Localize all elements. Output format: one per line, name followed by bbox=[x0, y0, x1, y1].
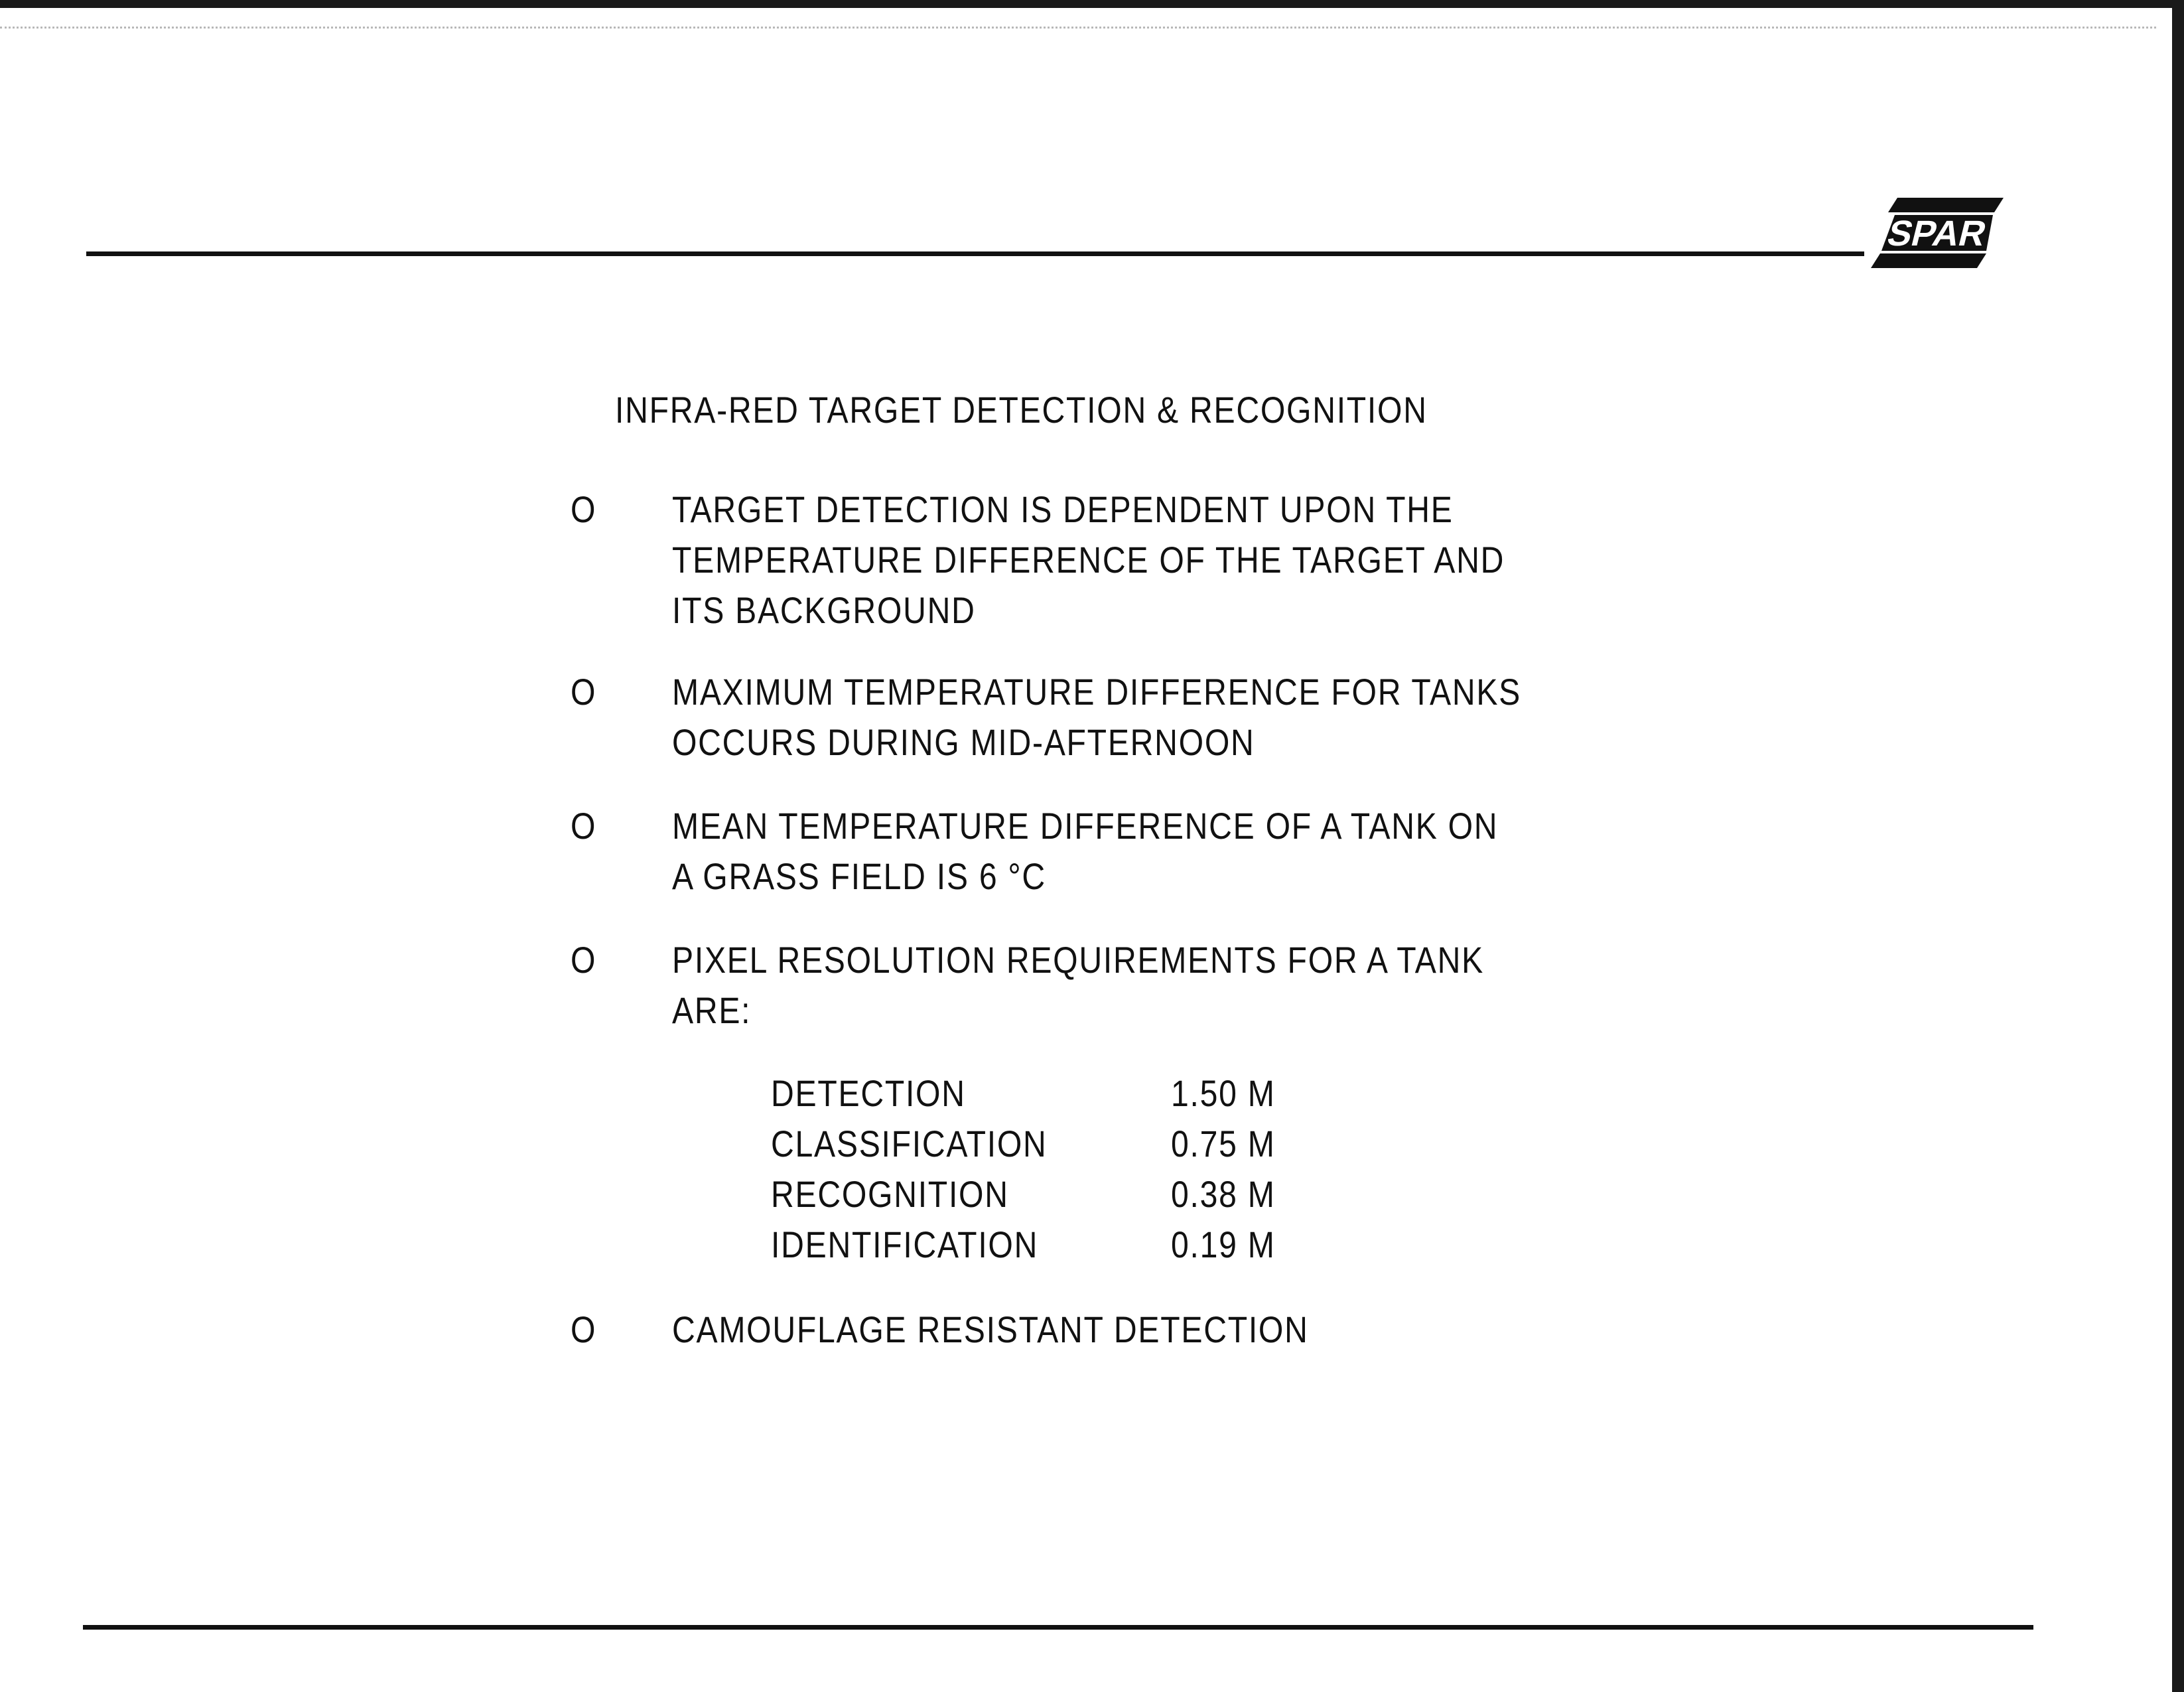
resolution-value-recognition: 0.38 M bbox=[1171, 1173, 1276, 1215]
bullet-4-line-2: ARE: bbox=[672, 989, 752, 1031]
bullet-4-line-1: PIXEL RESOLUTION REQUIREMENTS FOR A TANK bbox=[672, 939, 1484, 981]
resolution-value-detection: 1.50 M bbox=[1171, 1072, 1276, 1114]
bullet-1-line-2: TEMPERATURE DIFFERENCE OF THE TARGET AND bbox=[672, 539, 1505, 581]
bullet-3-line-1: MEAN TEMPERATURE DIFFERENCE OF A TANK ON bbox=[672, 805, 1499, 847]
bullet-marker: O bbox=[571, 671, 597, 713]
resolution-label-classification: CLASSIFICATION bbox=[771, 1123, 1048, 1164]
resolution-label-identification: IDENTIFICATION bbox=[771, 1224, 1039, 1265]
bullet-5-line-1: CAMOUFLAGE RESISTANT DETECTION bbox=[672, 1308, 1309, 1350]
bullet-2-line-2: OCCURS DURING MID-AFTERNOON bbox=[672, 721, 1255, 763]
spar-logo-text: SPAR bbox=[1883, 212, 1991, 253]
bullet-marker: O bbox=[571, 1308, 597, 1350]
bullet-1-line-3: ITS BACKGROUND bbox=[672, 589, 976, 631]
scan-artifact-line bbox=[0, 27, 2156, 31]
resolution-value-classification: 0.75 M bbox=[1171, 1123, 1276, 1164]
resolution-label-recognition: RECOGNITION bbox=[771, 1173, 1009, 1215]
bullet-marker: O bbox=[571, 805, 597, 847]
spar-logo-icon bbox=[1871, 192, 2004, 272]
header-rule bbox=[86, 251, 1864, 256]
bullet-marker: O bbox=[571, 939, 597, 981]
footer-rule bbox=[83, 1625, 2033, 1630]
scan-edge-right bbox=[2172, 0, 2184, 1692]
bullet-2-line-1: MAXIMUM TEMPERATURE DIFFERENCE FOR TANKS bbox=[672, 671, 1522, 713]
spar-logo bbox=[1871, 192, 2004, 272]
resolution-label-detection: DETECTION bbox=[771, 1072, 966, 1114]
bullet-1-line-1: TARGET DETECTION IS DEPENDENT UPON THE bbox=[672, 488, 1454, 530]
resolution-value-identification: 0.19 M bbox=[1171, 1224, 1276, 1265]
bullet-3-line-2: A GRASS FIELD IS 6 °C bbox=[672, 855, 1046, 897]
page-title: INFRA-RED TARGET DETECTION & RECOGNITION bbox=[615, 389, 1428, 431]
bullet-marker: O bbox=[571, 488, 597, 530]
scan-edge-top bbox=[0, 0, 2184, 8]
